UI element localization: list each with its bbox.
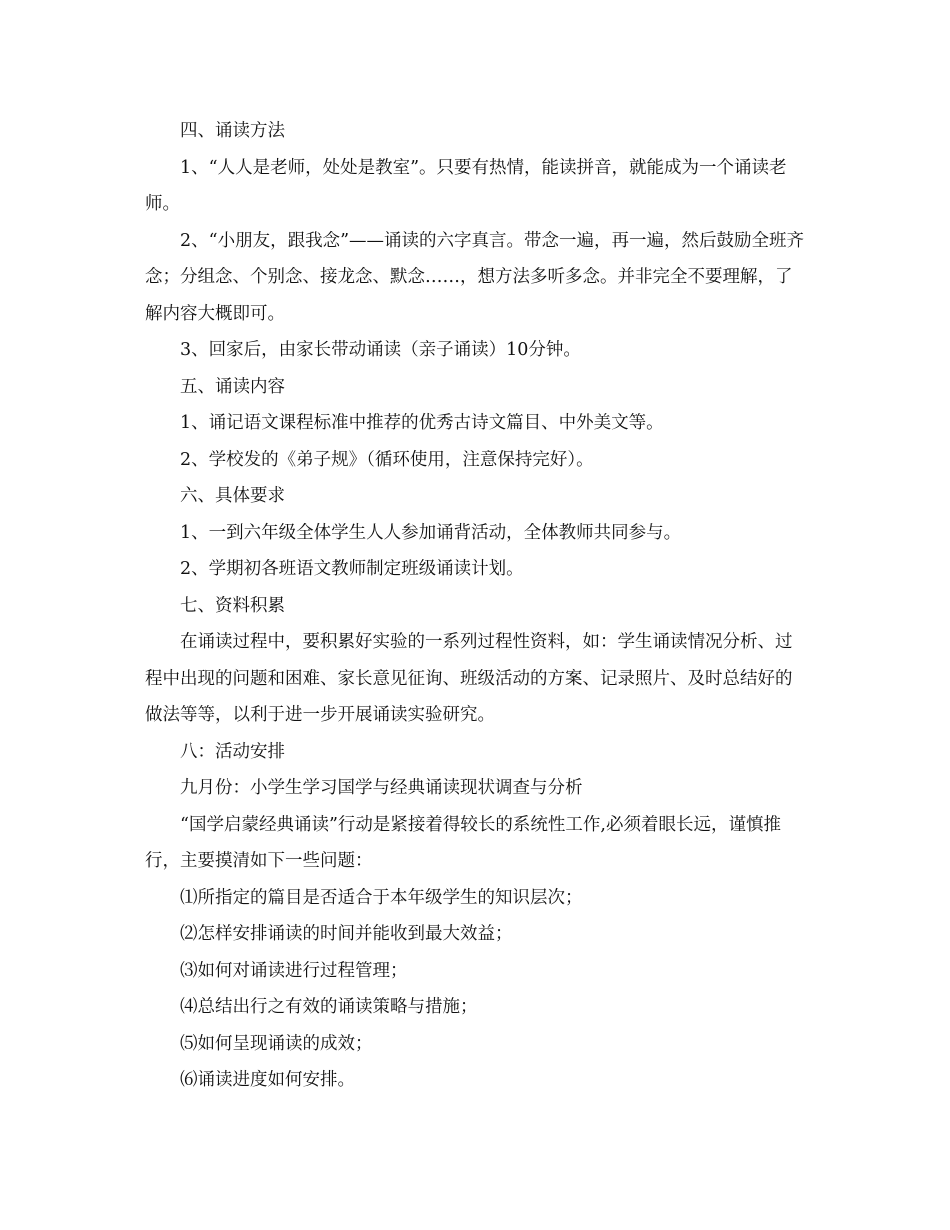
question-item: ⑸如何呈现诵读的成效； [180, 1033, 373, 1054]
paragraph: 九月份：小学生学习国学与经典诵读现状调查与分析 [180, 778, 583, 798]
paragraph: 1、诵记语文课程标准中推荐的优秀古诗文篇目、中外美文等。 [180, 413, 664, 433]
paragraph: 在诵读过程中，要积累好实验的一系列过程性资料，如：学生诵读情况分析、过程中出现的问题和困难、家长意见征询、班级活动的方案、记录照片、及时总结好的做法等等，以利于进一步开展诵读实验研究。 [145, 632, 793, 725]
question-item: ⑵怎样安排诵读的时间并能收到最大效益； [180, 924, 513, 944]
paragraph: 2、“小朋友，跟我念”——诵读的六字真言。带念一遍，再一遍，然后鼓励全班齐念；分组念、个别念、接龙念、默念……，想方法多听多念。并非完全不要理解，了解内容大概即可。 [145, 230, 805, 324]
section-heading-method: 四、诵读方法 [180, 121, 285, 141]
question-item: ⑹诵读进度如何安排。 [180, 1070, 355, 1090]
paragraph: 3、回家后，由家长带动诵读（亲子诵读）10分钟。 [180, 340, 581, 360]
section-heading-requirements: 六、具体要求 [180, 486, 285, 506]
question-item: ⑴所指定的篇目是否适合于本年级学生的知识层次； [180, 887, 583, 908]
question-item: ⑶如何对诵读进行过程管理； [180, 960, 408, 981]
section-heading-schedule: 八：活动安排 [180, 741, 285, 762]
section-heading-materials: 七、资料积累 [180, 595, 285, 616]
paragraph: 1、一到六年级全体学生人人参加诵背活动，全体教师共同参与。 [180, 522, 682, 543]
section-heading-content: 五、诵读内容 [180, 376, 285, 397]
paragraph: 1、“人人是老师，处处是教室”。只要有热情，能读拼音，就能成为一个诵读老师。 [145, 157, 787, 214]
paragraph: 2、学期初各班语文教师制定班级诵读计划。 [180, 559, 524, 579]
question-item: ⑷总结出行之有效的诵读策略与措施； [180, 997, 478, 1017]
paragraph: 2、学校发的《弟子规》（循环使用，注意保持完好）。 [180, 449, 594, 470]
paragraph: “国学启蒙经典诵读”行动是紧接着得较长的系统性工作,必须着眼长远，谨慎推行，主要摸清如下一些问题： [145, 814, 781, 871]
